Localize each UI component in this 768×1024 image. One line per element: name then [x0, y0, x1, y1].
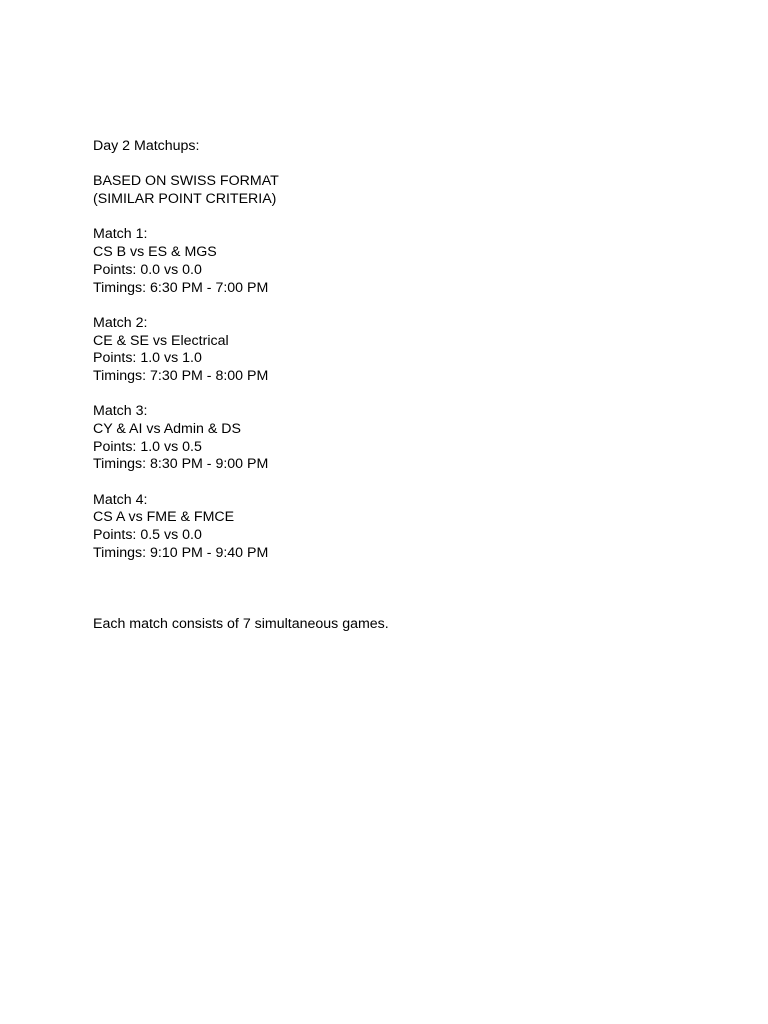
- match-title: Match 1:: [93, 226, 148, 243]
- match-block-3: [93, 403, 713, 474]
- spacer: [93, 297, 713, 315]
- match-block-2: [93, 315, 713, 386]
- match-teams: CE & SE vs Electrical: [93, 332, 229, 349]
- match-timings: Timings: 7:30 PM - 8:00 PM: [93, 367, 269, 384]
- match-teams: CS B vs ES & MGS: [93, 244, 217, 261]
- match-title: Match 2:: [93, 314, 148, 331]
- match-timings: Timings: 6:30 PM - 7:00 PM: [93, 279, 269, 296]
- match-points: Points: 1.0 vs 1.0: [93, 350, 202, 367]
- match-teams: CY & AI vs Admin & DS: [93, 421, 241, 437]
- footer-note: Each match consists of 7 simultaneous games.: [93, 615, 389, 632]
- spacer: [93, 386, 713, 404]
- match-title: Match 3:: [93, 403, 148, 420]
- format-line-1: BASED ON SWISS FORMAT: [93, 173, 279, 190]
- match-title: Match 4:: [93, 491, 148, 508]
- match-block-4: [93, 492, 713, 563]
- match-points: Points: 0.0 vs 0.0: [93, 261, 202, 278]
- spacer: [93, 474, 713, 492]
- match-block-1: [93, 226, 713, 297]
- document-page: [93, 138, 713, 633]
- spacer: [93, 156, 713, 174]
- match-points: Points: 1.0 vs 0.5: [93, 438, 202, 455]
- match-timings: Timings: 8:30 PM - 9:00 PM: [93, 456, 269, 473]
- spacer: [93, 209, 713, 227]
- match-points: Points: 0.5 vs 0.0: [93, 527, 202, 544]
- match-timings: Timings: 9:10 PM - 9:40 PM: [93, 544, 269, 561]
- spacer: [93, 563, 713, 616]
- format-line-2: (SIMILAR POINT CRITERIA): [93, 191, 277, 208]
- document-heading: Day 2 Matchups:: [93, 138, 200, 154]
- match-teams: CS A vs FME & FMCE: [93, 509, 235, 526]
